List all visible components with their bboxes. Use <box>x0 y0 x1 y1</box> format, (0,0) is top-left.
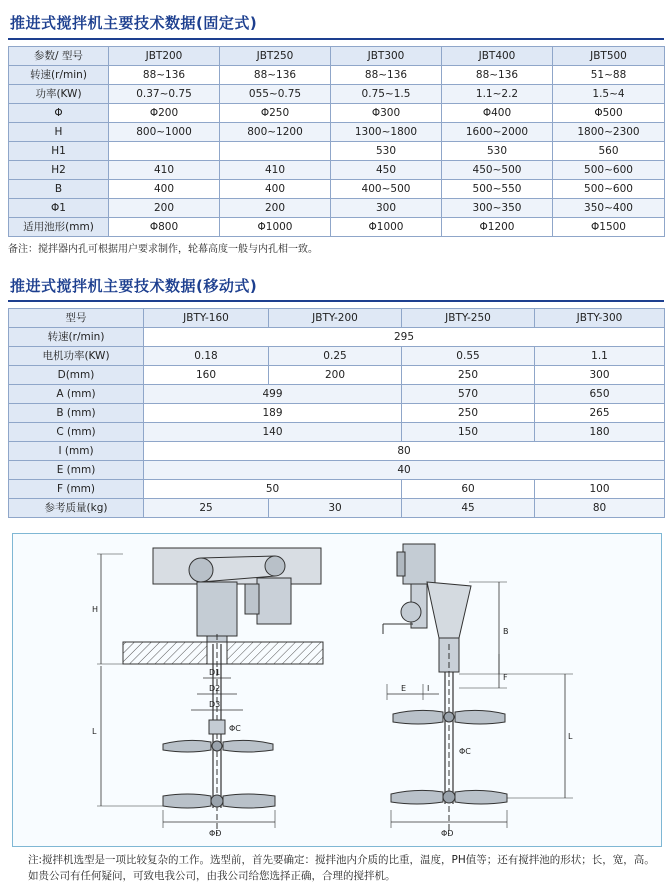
mobile-row-d <box>9 366 665 385</box>
mixer-diagrams <box>13 534 661 846</box>
dim-label-i: I <box>427 684 430 693</box>
table-cell: 40 <box>144 461 665 480</box>
table-cell: 51~88 <box>553 66 665 85</box>
table-cell: 88~136 <box>442 66 553 85</box>
table-cell: 350~400 <box>553 199 665 218</box>
fixed-table-note: 备注：搅拌器内孔可根据用户要求制作，轮幕高度一般与内孔相一致。 <box>8 244 318 255</box>
mobile-row-power <box>9 347 665 366</box>
dim-label-d1: D1 <box>209 668 221 677</box>
mobile-spec-table <box>8 308 665 518</box>
fixed-title-rule <box>8 38 664 40</box>
mobile-header-label: 型号 <box>9 309 144 328</box>
row-label: A (mm) <box>9 385 144 404</box>
table-cell: 450~500 <box>442 161 553 180</box>
table-cell: Φ400 <box>442 104 553 123</box>
table-cell: 530 <box>331 142 442 161</box>
row-label: 参考质量(kg) <box>9 499 144 518</box>
fixed-spec-table <box>8 46 665 237</box>
dim-label-l: L <box>92 727 97 736</box>
table-cell: 0.18 <box>144 347 269 366</box>
row-label: H <box>9 123 109 142</box>
table-cell: 0.55 <box>402 347 535 366</box>
table-cell: 1300~1800 <box>331 123 442 142</box>
table-cell: 250 <box>402 404 535 423</box>
table-cell: 500~600 <box>553 161 665 180</box>
dim-label-phi-c-right: ΦC <box>459 747 471 756</box>
mobile-row-i <box>9 442 665 461</box>
fixed-header-model: JBT300 <box>331 47 442 66</box>
table-cell: 1600~2000 <box>442 123 553 142</box>
table-cell: 0.37~0.75 <box>109 85 220 104</box>
table-cell: 300 <box>535 366 665 385</box>
table-cell: Φ1500 <box>553 218 665 237</box>
table-cell: 1.5~4 <box>553 85 665 104</box>
table-cell: 1.1 <box>535 347 665 366</box>
row-label: F (mm) <box>9 480 144 499</box>
table-cell: 500~550 <box>442 180 553 199</box>
table-cell: 88~136 <box>331 66 442 85</box>
table-cell: 160 <box>144 366 269 385</box>
row-label: Φ1 <box>9 199 109 218</box>
table-cell: 88~136 <box>109 66 220 85</box>
row-label: 转速(r/min) <box>9 66 109 85</box>
mobile-section-title: 推进式搅拌机主要技术数据(移动式) <box>10 277 258 295</box>
table-cell: 88~136 <box>220 66 331 85</box>
mobile-header-model: JBTY-250 <box>402 309 535 328</box>
table-cell: 450 <box>331 161 442 180</box>
fixed-table-row <box>9 161 665 180</box>
fixed-table-row <box>9 85 665 104</box>
table-cell: 189 <box>144 404 402 423</box>
dim-label-b: B <box>503 627 509 636</box>
mobile-header-model: JBTY-160 <box>144 309 269 328</box>
table-cell: 650 <box>535 385 665 404</box>
table-cell: 1800~2300 <box>553 123 665 142</box>
row-label: B (mm) <box>9 404 144 423</box>
fixed-table-row <box>9 104 665 123</box>
table-cell: 45 <box>402 499 535 518</box>
table-cell: 499 <box>144 385 402 404</box>
table-cell: 140 <box>144 423 402 442</box>
dim-label-phi-d: ΦD <box>209 829 222 838</box>
dim-label-f: F <box>503 673 508 682</box>
table-cell: 0.25 <box>269 347 402 366</box>
row-label: C (mm) <box>9 423 144 442</box>
table-cell: 150 <box>402 423 535 442</box>
mobile-mixer-drawing <box>383 544 573 834</box>
table-cell: 410 <box>220 161 331 180</box>
row-label: Φ <box>9 104 109 123</box>
mobile-row-b <box>9 404 665 423</box>
dim-label-phi-d-right: ΦD <box>441 829 454 838</box>
fixed-table-row <box>9 142 665 161</box>
table-cell: 80 <box>144 442 665 461</box>
table-cell <box>220 142 331 161</box>
mobile-row-speed <box>9 328 665 347</box>
table-cell: 055~0.75 <box>220 85 331 104</box>
dim-label-d3: D3 <box>209 700 221 709</box>
mobile-row-f <box>9 480 665 499</box>
table-cell: 80 <box>535 499 665 518</box>
table-cell: 400 <box>220 180 331 199</box>
table-cell: 100 <box>535 480 665 499</box>
row-label: H1 <box>9 142 109 161</box>
fixed-table-row <box>9 199 665 218</box>
table-cell: 295 <box>144 328 665 347</box>
row-label: 功率(KW) <box>9 85 109 104</box>
mixer-diagram-panel <box>12 533 662 847</box>
table-cell: 250 <box>402 366 535 385</box>
table-cell: 530 <box>442 142 553 161</box>
table-cell: Φ500 <box>553 104 665 123</box>
fixed-table-row <box>9 180 665 199</box>
table-cell: 60 <box>402 480 535 499</box>
table-cell: 200 <box>220 199 331 218</box>
dim-label-l-right: L <box>568 732 573 741</box>
mobile-row-weight <box>9 499 665 518</box>
fixed-header-model: JBT200 <box>109 47 220 66</box>
table-cell: 410 <box>109 161 220 180</box>
table-cell: 560 <box>553 142 665 161</box>
table-cell: Φ200 <box>109 104 220 123</box>
row-label: E (mm) <box>9 461 144 480</box>
fixed-header-model: JBT500 <box>553 47 665 66</box>
row-label: 电机功率(KW) <box>9 347 144 366</box>
table-cell: 570 <box>402 385 535 404</box>
dim-label-d2: D2 <box>209 684 221 693</box>
table-cell: 800~1000 <box>109 123 220 142</box>
row-label: 适用池形(mm) <box>9 218 109 237</box>
selection-note: 注:搅拌机选型是一项比较复杂的工作。选型前，首先要确定：搅拌池内介质的比重，温度，PH值等；还有搅拌池的形状；长，宽，高。如贵公司有任何疑问，可致电我公司，由我公司给您选择正确，合理的搅拌机。 <box>28 854 655 882</box>
mobile-row-e <box>9 461 665 480</box>
row-label: 转速(r/min) <box>9 328 144 347</box>
fixed-table-row <box>9 123 665 142</box>
dim-label-phi-c: ΦC <box>229 724 241 733</box>
table-cell: 30 <box>269 499 402 518</box>
table-cell: 200 <box>269 366 402 385</box>
table-cell: Φ1000 <box>331 218 442 237</box>
row-label: I (mm) <box>9 442 144 461</box>
table-cell: 300 <box>331 199 442 218</box>
mobile-header-model: JBTY-200 <box>269 309 402 328</box>
table-cell: 800~1200 <box>220 123 331 142</box>
mobile-header-row <box>9 309 665 328</box>
table-cell <box>109 142 220 161</box>
row-label: D(mm) <box>9 366 144 385</box>
table-cell: 180 <box>535 423 665 442</box>
table-cell: Φ1200 <box>442 218 553 237</box>
fixed-header-label: 参数/ 型号 <box>9 47 109 66</box>
table-cell: Φ250 <box>220 104 331 123</box>
table-cell: 300~350 <box>442 199 553 218</box>
fixed-header-row <box>9 47 665 66</box>
mobile-title-rule <box>8 300 664 302</box>
fixed-header-model: JBT400 <box>442 47 553 66</box>
table-cell: 200 <box>109 199 220 218</box>
table-cell: 400~500 <box>331 180 442 199</box>
table-cell: 265 <box>535 404 665 423</box>
table-cell: 50 <box>144 480 402 499</box>
fixed-header-model: JBT250 <box>220 47 331 66</box>
table-cell: 0.75~1.5 <box>331 85 442 104</box>
dim-label-h: H <box>92 605 99 614</box>
row-label: H2 <box>9 161 109 180</box>
fixed-section-title: 推进式搅拌机主要技术数据(固定式) <box>10 14 258 32</box>
table-cell: 500~600 <box>553 180 665 199</box>
mobile-row-a <box>9 385 665 404</box>
table-cell: Φ300 <box>331 104 442 123</box>
mobile-row-c <box>9 423 665 442</box>
table-cell: 25 <box>144 499 269 518</box>
table-cell: Φ800 <box>109 218 220 237</box>
fixed-table-row <box>9 218 665 237</box>
fixed-table-row <box>9 66 665 85</box>
table-cell: 1.1~2.2 <box>442 85 553 104</box>
mobile-header-model: JBTY-300 <box>535 309 665 328</box>
table-cell: Φ1000 <box>220 218 331 237</box>
row-label: B <box>9 180 109 199</box>
dim-label-e: E <box>401 684 407 693</box>
table-cell: 400 <box>109 180 220 199</box>
